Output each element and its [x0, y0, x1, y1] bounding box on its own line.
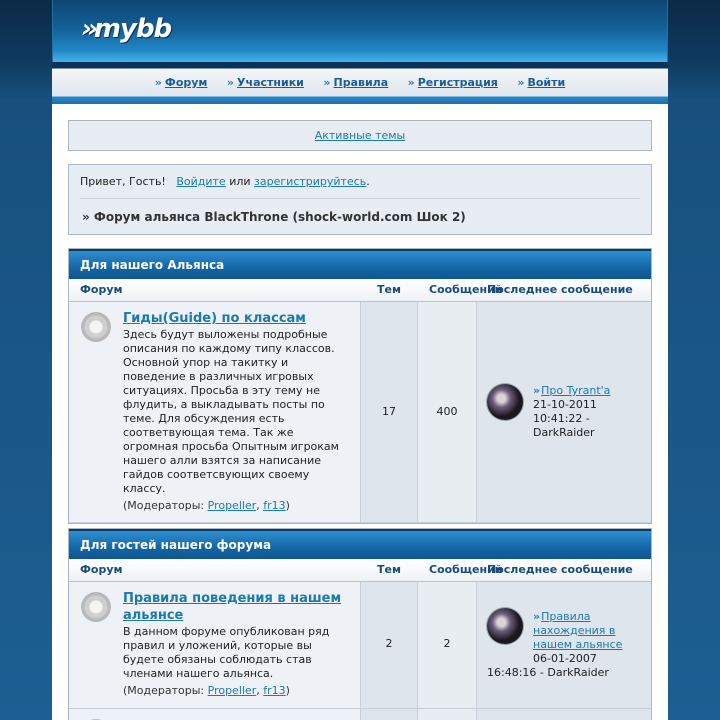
col-last-post: Последнее сообщение [487, 563, 633, 576]
nav-arrow-icon: » [323, 76, 328, 89]
forum-status-icon [81, 592, 111, 622]
nav-arrow-icon: » [517, 76, 522, 89]
moderators: (Модераторы: Propeller, fr13) [123, 684, 290, 697]
nav-arrow-icon: » [407, 76, 412, 89]
posts-count: 400 [436, 405, 458, 418]
forum-cell [69, 709, 361, 720]
posts-cell [418, 302, 477, 522]
forum-cell [69, 582, 361, 708]
or-text: или [229, 175, 251, 188]
active-topics-bar [68, 120, 652, 151]
mybb-logo[interactable]: »mybb [81, 14, 172, 44]
col-topics: Тем [377, 283, 401, 296]
topics-cell [361, 302, 418, 522]
nav-register[interactable]: » Регистрация [407, 76, 498, 89]
forum-row [69, 582, 651, 709]
topics-count: 2 [385, 637, 393, 650]
nav-rules[interactable]: » Правила [323, 76, 389, 89]
nav-arrow-icon: » [226, 76, 232, 89]
posts-cell [418, 582, 477, 708]
last-post-time-author: 16:48:16 - DarkRaider [487, 666, 609, 679]
forum-status-icon [81, 312, 111, 342]
arrow-icon: » [533, 610, 538, 623]
avatar[interactable] [487, 608, 523, 644]
category-title: Для нашего Альянса [69, 249, 651, 279]
main-nav [52, 62, 668, 104]
site-header [52, 0, 668, 62]
moderator-link[interactable]: Propeller [207, 499, 257, 512]
topics-cell [361, 709, 418, 720]
active-topics-link[interactable]: Активные темы [314, 129, 406, 142]
col-posts: Сообщений [429, 563, 503, 576]
posts-cell [418, 709, 477, 720]
col-posts: Сообщений [429, 283, 503, 296]
category-alliance [68, 248, 652, 524]
login-link[interactable]: Войдите [176, 175, 226, 188]
moderator-link[interactable]: fr13 [263, 499, 286, 512]
category-title: Для гостей нашего форума [69, 529, 651, 559]
last-post-date: 21-10-2011 [533, 398, 597, 411]
column-headers [69, 279, 651, 302]
last-post-link[interactable]: Правила нахождения в нашем альянсе [533, 610, 623, 651]
col-forum: Форум [80, 283, 123, 296]
col-forum: Форум [80, 563, 123, 576]
welcome-box [68, 164, 652, 235]
divider [80, 198, 640, 199]
forum-description: В данном форуме опубликован ряд правил и уложений, которые вы будете обязаны соблюдать став членами нашего альянса. [123, 625, 330, 680]
col-topics: Тем [377, 563, 401, 576]
nav-arrow-icon: » [154, 76, 159, 89]
last-post-cell [477, 709, 651, 720]
last-post-time-author: 10:41:22 - DarkRaider [533, 412, 595, 439]
col-last-post: Последнее сообщение [487, 283, 633, 296]
forum-row [69, 709, 651, 720]
last-post-date: 06-01-2007 [533, 652, 597, 665]
forum-row [69, 302, 651, 523]
moderators: (Модераторы: Propeller, fr13) [123, 499, 290, 512]
forum-title: Гиды(Guide) по классам [123, 311, 306, 326]
last-post-link[interactable]: Про Tyrant'a [541, 384, 611, 397]
forum-description: Здесь будут выложены подробные описания по каждому типу классов. Основной упор на такитку и поведение в различных игровых ситуациях. Просьба в эту тему не флудить, а выкладывать посты по теме. Для обсуждения есть соответвующая тема. Так же огромная просьба Опытным игрокам нашего алли взятся за написание гайдов соответсвующих своему классу. [123, 328, 339, 495]
nav-login[interactable]: » Войти [517, 76, 566, 89]
moderator-link[interactable]: fr13 [263, 684, 286, 697]
category-guests [68, 528, 652, 720]
nav-forum[interactable]: » Форум [154, 76, 208, 89]
forum-title: Правила поведения в нашем альянсе [123, 591, 342, 623]
register-link[interactable]: зарегистрируйтесь [254, 175, 367, 188]
topics-count: 17 [382, 405, 396, 418]
topics-cell [361, 582, 418, 708]
last-post-info [533, 610, 645, 666]
breadcrumb: » Форум альянса BlackThrone (shock-world.com Шок 2) [82, 210, 466, 224]
nav-members[interactable]: » Участники [226, 76, 304, 89]
forum-cell [69, 302, 361, 522]
arrow-icon: » [533, 384, 538, 397]
greeting-text: Привет, Гость! [80, 175, 166, 188]
column-headers [69, 559, 651, 582]
period-text: . [366, 175, 370, 188]
avatar[interactable] [487, 384, 523, 420]
last-post-cell [477, 582, 651, 708]
moderator-link[interactable]: Propeller [207, 684, 257, 697]
last-post-info [533, 384, 643, 440]
last-post-cell [477, 302, 651, 522]
posts-count: 2 [443, 637, 451, 650]
greeting-line [80, 175, 370, 188]
